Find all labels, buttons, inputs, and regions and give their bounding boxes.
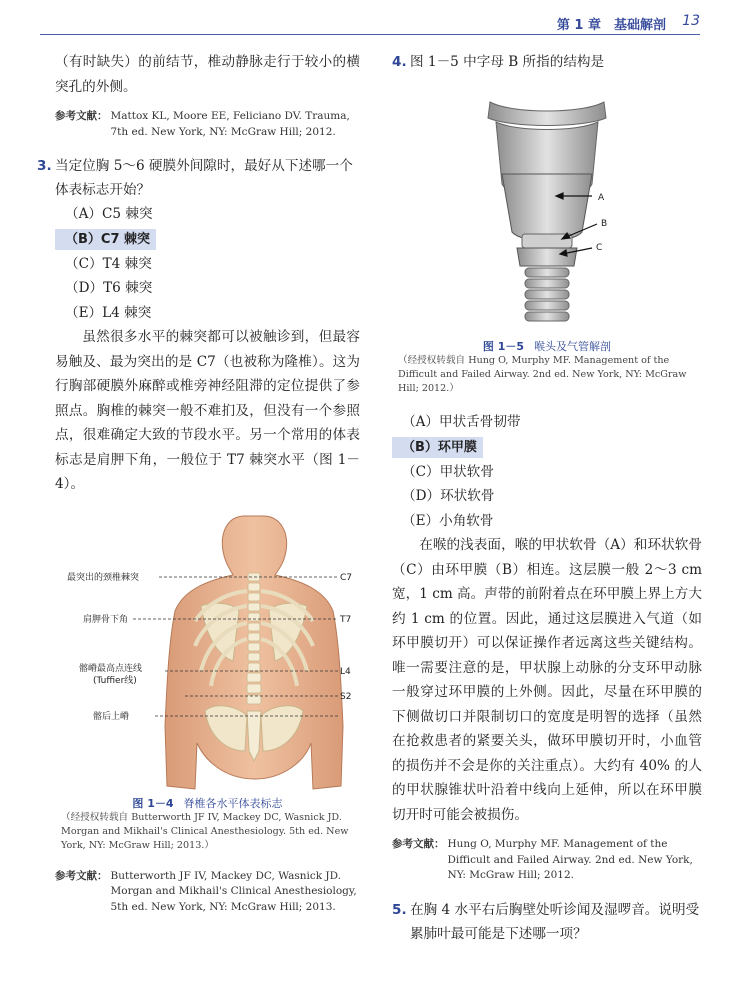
reference-3 <box>392 837 702 884</box>
label-s2: S2 <box>340 691 352 702</box>
question-text: 图 1－5 中字母 B 所指的结构是 <box>410 54 605 70</box>
explanation-q3: 虽然很多水平的棘突都可以被触诊到，但最容易触及、最为突出的是 C7（也被称为隆椎）。这为行胸部硬膜外麻醉或椎旁神经阻滞的定位提供了参照点。胸椎的棘突一般不难扪及，但没有一个参照点，很难确定大致的节段水平。另一个常用的体表标志是肩胛下角，一般位于 T7 棘突水平（图 1－4）。 <box>55 329 360 492</box>
options-q4 <box>392 410 702 533</box>
figure-1-4 <box>55 511 360 853</box>
explanation-q4: 在喉的浅表面，喉的甲状软骨（A）和环状软骨（C）由环甲膜（B）相连。这层膜一般 2～3 cm 宽，1 cm 高。声带的前附着点在环甲膜上界上方大约 1 cm 的位置。因此，通过这层膜进入气道（如环甲膜切开）可以保证操作者远离这些关键结构。唯一需要注意的是，甲状腺上动脉的分支环甲动脉一般穿过环甲膜的上外侧。因此，尽量在环甲膜的下侧做切口并限制切口的宽度是明智的选择（虽然在抢救患者的紧要关头，做环甲膜切开时，小血管的损伤并不会是你的关注重点）。大约有 40% 的人的甲状腺锥状叶沿着中线向上延伸，所以在环甲膜切开时可能会被损伤。 <box>392 537 702 823</box>
trachea <box>525 268 569 321</box>
question-4 <box>392 50 702 74</box>
reference-1 <box>55 109 360 140</box>
option-e: （E）L4 棘突 <box>65 304 152 321</box>
larynx-illustration <box>392 84 702 334</box>
question-5 <box>392 898 702 946</box>
reference-text: Hung O, Murphy MF. Management of the Difficult and Failed Airway. 2nd ed. New York, NY: McGraw Hill; 2012. <box>447 838 693 881</box>
option-a: （A）甲状舌骨韧带 <box>402 414 521 430</box>
label-tuffier: (Tuffier线) <box>93 675 137 686</box>
option-b-answer: （B）C7 棘突 <box>55 229 156 250</box>
label-iliac-crest: 髂嵴最高点连线 <box>79 663 143 674</box>
question-3 <box>37 154 360 202</box>
page-header <box>40 8 700 35</box>
options-q3 <box>55 202 360 325</box>
label-l4: L4 <box>340 666 351 677</box>
back-illustration <box>55 511 360 791</box>
label-c7-process: 最突出的颈椎棘突 <box>67 572 140 583</box>
option-d: （D）环状软骨 <box>402 488 495 504</box>
reference-label: 参考文献： <box>392 838 445 850</box>
figure-1-4-caption <box>55 795 360 811</box>
cricoid-cartilage <box>517 248 577 266</box>
question-number: 3. <box>37 158 52 174</box>
label-scapula-angle: 肩胛骨下角 <box>83 614 129 625</box>
option-d: （D）T6 棘突 <box>65 280 153 296</box>
figure-number: 图 1－4 <box>132 796 174 810</box>
question-text: 在胸 4 水平右后胸壁处听诊闻及湿啰音。说明受累肺叶最可能是下述哪一项？ <box>410 901 700 942</box>
option-a: （A）C5 棘突 <box>65 206 153 222</box>
figure-number: 图 1－5 <box>482 340 525 353</box>
right-column <box>392 50 702 946</box>
reference-label: 参考文献： <box>55 869 108 882</box>
option-c: （C）T4 棘突 <box>65 255 152 272</box>
reference-text: Mattox KL, Moore EE, Feliciano DV. Trauma, 7th ed. New York, NY: McGraw Hill; 2012. <box>110 110 350 138</box>
option-e: （E）小角软骨 <box>402 512 494 529</box>
label-a: A <box>598 193 605 203</box>
left-column <box>37 50 360 915</box>
question-number: 5. <box>392 901 407 918</box>
reference-2 <box>55 869 360 916</box>
chapter-title: 第 1 章 基础解剖 <box>556 18 666 33</box>
figure-title: 脊椎各水平体表标志 <box>183 796 283 810</box>
label-psis: 髂后上嵴 <box>93 711 130 722</box>
label-t7: T7 <box>340 614 352 625</box>
figure-1-5 <box>392 84 702 396</box>
figure-1-5-credit: （经授权转载自 Hung O, Murphy MF. Management of the Difficult and Failed Airway. 2nd ed. New York, NY: McGraw Hill; 2012.） <box>398 355 687 394</box>
figure-1-5-caption <box>392 338 702 354</box>
thyroid-cartilage <box>502 174 592 241</box>
reference-label: 参考文献： <box>55 110 108 122</box>
question-number: 4. <box>392 54 407 70</box>
label-c: C <box>596 243 603 253</box>
figure-1-4-credit: （经授权转载自 Butterworth JF IV, Mackey DC, Wasnick JD. Morgan and Mikhail's Clinical Anesthesiology. 5th ed. New York, NY: McGraw Hill; 2013.） <box>61 811 349 851</box>
label-b: B <box>601 219 608 229</box>
hyoid-bone <box>488 102 606 126</box>
option-c: （C）甲状软骨 <box>402 463 494 480</box>
reference-text: Butterworth JF IV, Mackey DC, Wasnick JD. Morgan and Mikhail's Clinical Anesthesiology, 5th ed. New York, NY: McGraw Hill; 2013. <box>110 869 357 913</box>
label-c7: C7 <box>340 572 353 583</box>
figure-title: 喉头及气管解剖 <box>534 340 612 353</box>
option-b-answer: （B）环甲膜 <box>392 437 483 458</box>
page-number: 13 <box>682 13 700 29</box>
continued-paragraph: （有时缺失）的前结节，椎动静脉走行于较小的横突孔的外侧。 <box>55 54 360 95</box>
question-text: 当定位胸 5～6 硬膜外间隙时，最好从下述哪一个体表标志开始？ <box>55 158 353 198</box>
